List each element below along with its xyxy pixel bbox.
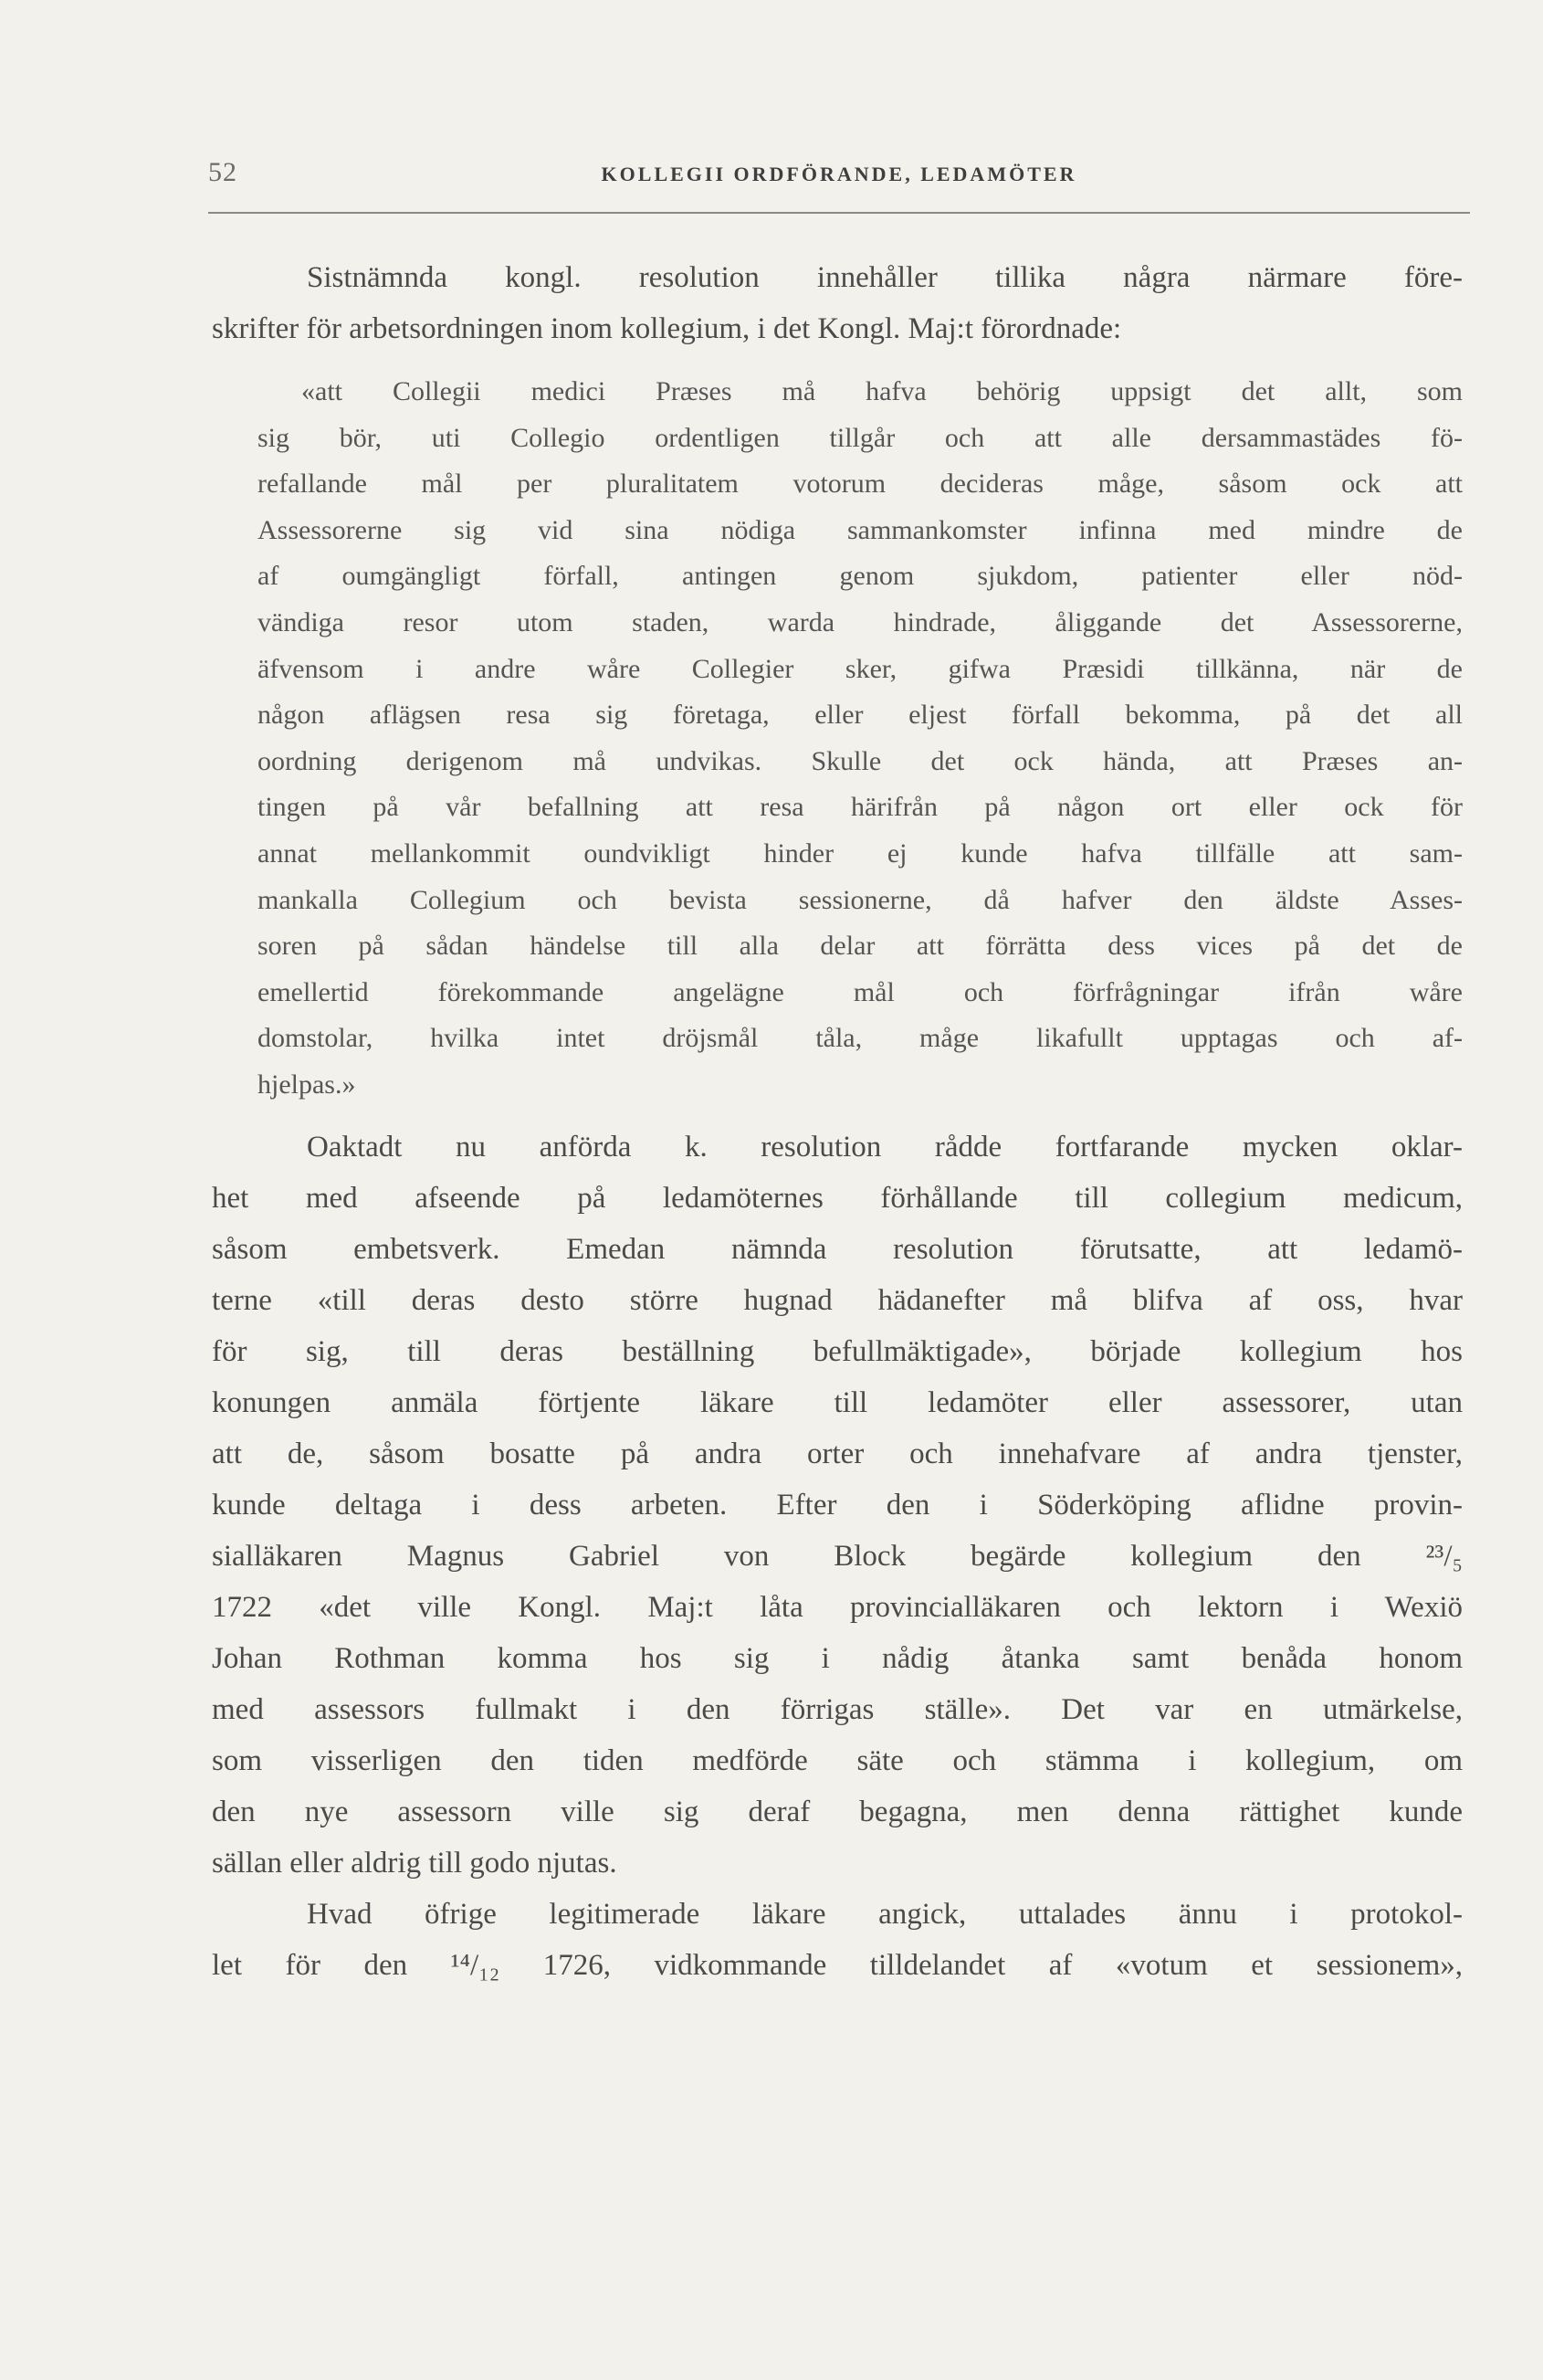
text-line: Johan Rothman komma hos sig i nådig åtanka samt benåda honom <box>212 1641 1463 1675</box>
text-line: den nye assessorn ville sig deraf begagna, men denna rättighet kunde <box>212 1795 1463 1828</box>
text-line: terne «till deras desto större hugnad hädanefter må blifva af oss, hvar <box>212 1283 1463 1317</box>
text-line: sialläkaren Magnus Gabriel von Block begärde kollegium den ²³/₅ <box>212 1539 1463 1573</box>
running-title: KOLLEGII ORDFÖRANDE, LEDAMÖTER <box>601 163 1077 185</box>
body-text <box>212 252 1463 1991</box>
quote-line: mankalla Collegium och bevista sessionerne, då hafver den äldste Asses- <box>257 884 1463 915</box>
text-line: konungen anmäla förtjente läkare till ledamöter eller assessorer, utan <box>212 1385 1463 1419</box>
text-line: att de, såsom bosatte på andra orter och innehafvare af andra tjenster, <box>212 1437 1463 1470</box>
header-rule <box>208 212 1470 214</box>
text-line: Hvad öfrige legitimerade läkare angick, uttalades ännu i protokol- <box>307 1897 1463 1931</box>
paragraph-3 <box>212 1889 1463 1991</box>
text-line: med assessors fullmakt i den förrigas ställe». Det var en utmärkelse, <box>212 1692 1463 1726</box>
text-line: 1722 «det ville Kongl. Maj:t låta provincialläkaren och lektorn i Wexiö <box>212 1590 1463 1624</box>
quote-line: sig bör, uti Collegio ordentligen tillgår och att alle dersammastädes fö- <box>257 422 1463 453</box>
text-line: het med afseende på ledamöternes förhållande till collegium medicum, <box>212 1181 1463 1215</box>
quoted-resolution <box>212 369 1463 1109</box>
text-line: såsom embetsverk. Emedan nämnda resolution förutsatte, att ledamö- <box>212 1232 1463 1266</box>
text-line: skrifter för arbetsordningen inom kollegium, i det Kongl. Maj:t förordnade: <box>212 312 1122 345</box>
quote-line: «att Collegii medici Præses må hafva behörig uppsigt det allt, som <box>301 376 1463 406</box>
text-line: som visserligen den tiden medförde säte och stämma i kollegium, om <box>212 1743 1463 1777</box>
quote-line: hjelpas.» <box>257 1069 356 1100</box>
text-line: let för den ¹⁴/₁₂ 1726, vidkommande tilldelandet af «votum et sessionem», <box>212 1948 1463 1982</box>
paragraph-1 <box>212 252 1463 354</box>
quote-line: soren på sådan händelse till alla delar att förrätta dess vices på det de <box>257 931 1463 962</box>
quote-line: refallande mål per pluralitatem votorum decideras måge, såsom ock att <box>257 469 1463 500</box>
text-line: Sistnämnda kongl. resolution innehåller tillika några närmare före- <box>307 261 1463 294</box>
quote-line: oordning derigenom må undvikas. Skulle det ock hända, att Præses an- <box>257 745 1463 776</box>
text-line: sällan eller aldrig till godo njutas. <box>212 1846 617 1880</box>
quote-line: domstolar, hvilka intet dröjsmål tåla, måge likafullt upptagas och af- <box>257 1023 1463 1054</box>
quote-line: annat mellankommit oundvikligt hinder ej kunde hafva tillfälle att sam- <box>257 837 1463 869</box>
quote-line: emellertid förekommande angelägne mål och förfrågningar ifrån wåre <box>257 976 1463 1007</box>
quote-line: tingen på vår befallning att resa härifrån på någon ort eller ock för <box>257 792 1463 823</box>
text-line: Oaktadt nu anförda k. resolution rådde fortfarande mycken oklar- <box>307 1130 1463 1164</box>
quote-line: vändiga resor utom staden, warda hindrade, åliggande det Assessorerne, <box>257 606 1463 637</box>
page-header <box>208 155 1470 192</box>
quote-line: Assessorerne sig vid sina nödiga sammankomster infinna med mindre de <box>257 514 1463 545</box>
quote-line: någon aflägsen resa sig företaga, eller eljest förfall bekomma, på det all <box>257 700 1463 731</box>
text-line: för sig, till deras beställning befullmäktigade», började kollegium hos <box>212 1334 1463 1368</box>
quote-line: äfvensom i andre wåre Collegier sker, gifwa Præsidi tillkänna, när de <box>257 653 1463 684</box>
text-line: kunde deltaga i dess arbeten. Efter den i Söderköping aflidne provin- <box>212 1488 1463 1522</box>
page-number: 52 <box>208 157 237 187</box>
quote-line: af oumgängligt förfall, antingen genom sjukdom, patienter eller nöd- <box>257 561 1463 592</box>
paragraph-2 <box>212 1122 1463 1889</box>
